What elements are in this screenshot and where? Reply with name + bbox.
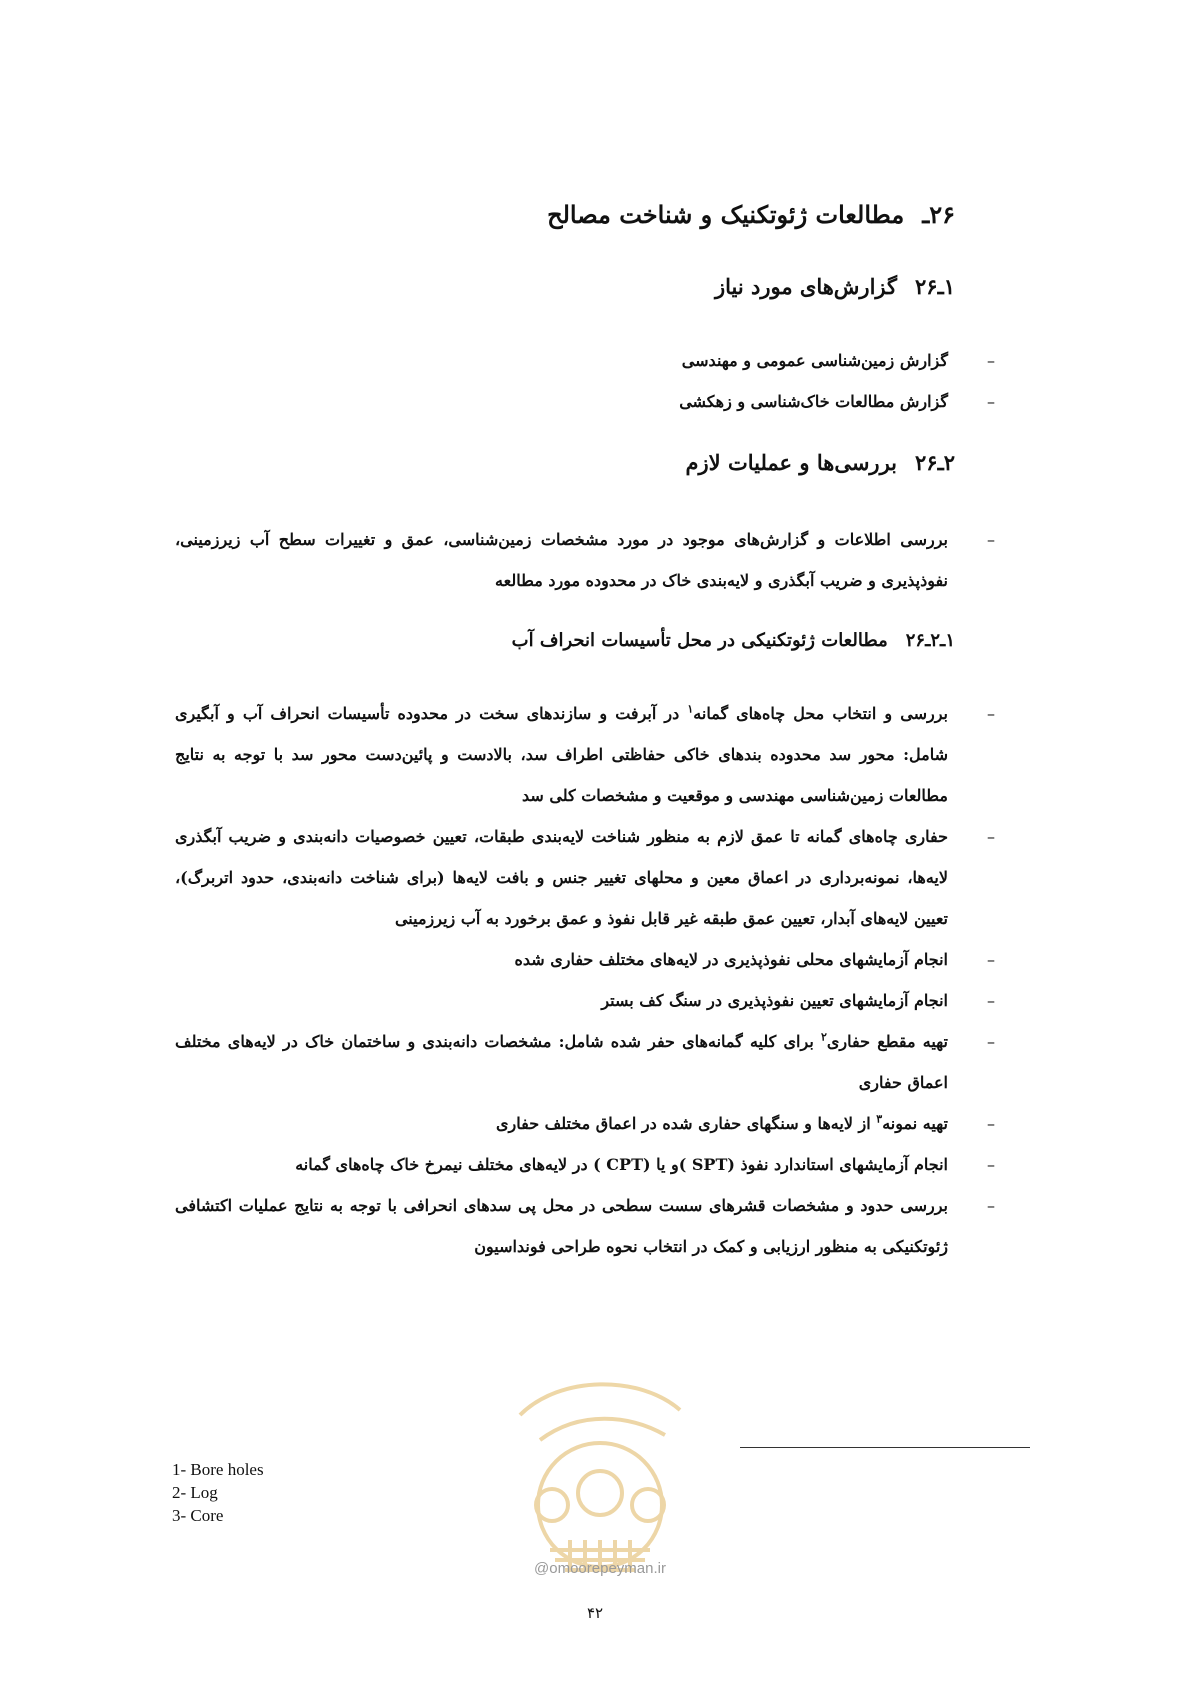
subsubsection-title: مطالعات ژئوتکنیکی در محل تأسیسات انحراف آب	[511, 630, 888, 651]
list-item	[175, 1144, 995, 1185]
investigations-list	[175, 519, 995, 601]
footnote: 3- Core	[172, 1506, 224, 1525]
list-item-text: بررسی حدود و مشخصات قشرهای سست سطحی در محل پی سدهای انحرافی با توجه به نتایج عملیات اکتشافی ژئوتکنیکی به منظور ارزیابی و کمک در انتخاب نحوه طراحی فونداسیون	[175, 1196, 948, 1256]
list-item	[175, 1103, 995, 1144]
list-dash: –	[987, 1032, 995, 1051]
footnote-ref: ۳	[876, 1112, 883, 1126]
subsubsection-heading	[512, 630, 955, 651]
section-title: مطالعات ژئوتکنیک و شناخت مصالح	[547, 200, 905, 229]
page-number: ۴۲	[586, 1604, 604, 1622]
list-dash: –	[987, 351, 995, 370]
watermark-site: @omoorepeyman.ir	[534, 1560, 666, 1577]
list-item	[175, 816, 995, 939]
list-dash: –	[987, 1114, 995, 1133]
list-item-text: انجام آزمایشهای استاندارد نفوذ (SPT )و یا (CPT ) در لایه‌های مختلف نیمرخ خاک چاه‌های گمانه	[295, 1155, 948, 1174]
footnote-ref: ۲	[820, 1030, 827, 1044]
required-reports-list	[175, 340, 995, 422]
footnote: 1- Bore holes	[172, 1460, 264, 1479]
list-item	[175, 1021, 995, 1103]
subsection-title-1: گزارش‌های مورد نیاز	[714, 274, 897, 299]
list-dash: –	[987, 392, 995, 411]
subsubsection-number: ۱ـ۲ـ۲۶	[905, 630, 955, 651]
list-item-text: بررسی و انتخاب محل چاه‌های گمانه	[693, 704, 949, 723]
list-item-text: گزارش زمین‌شناسی عمومی و مهندسی	[681, 351, 948, 370]
section-heading	[547, 200, 955, 229]
list-dash: –	[987, 1196, 995, 1215]
list-item	[175, 381, 995, 422]
footnote-ref: ۱	[687, 702, 694, 716]
list-dash: –	[987, 530, 995, 549]
list-item-text: گزارش مطالعات خاک‌شناسی و زهکشی	[679, 392, 948, 411]
list-item-text: حفاری چاه‌های گمانه تا عمق لازم به منظور شناخت لایه‌بندی طبقات، تعیین خصوصیات دانه‌بندی و ضریب آبگذری لایه‌ها، نمونه‌برداری در اعماق معین و محلهای تغییر جنس و بافت لایه‌ها (برای شناخت دانه‌بندی، حدود اتربرگ)، تعیین لایه‌های آبدار، تعیین عمق طبقه غیر قابل نفوذ و عمق برخورد به آب زیرزمینی	[175, 827, 948, 928]
list-item-text: بررسی اطلاعات و گزارش‌های موجود در مورد مشخصات زمین‌شناسی، عمق و تغییرات سطح آب زیرزمینی، نفوذپذیری و ضریب آبگذری و لایه‌بندی خاک در محدوده مورد مطالعه	[175, 530, 948, 590]
footnotes	[172, 1458, 264, 1527]
subsection-heading-1	[715, 274, 955, 299]
list-item-text: برای کلیه گمانه‌های حفر شده شامل: مشخصات دانه‌بندی و ساختمان خاک در لایه‌های مختلف اعماق حفاری	[175, 1032, 948, 1092]
list-item	[175, 939, 995, 980]
subsection-number-1: ۱ـ۲۶	[915, 274, 955, 299]
list-item	[175, 693, 995, 816]
list-item-text: انجام آزمایشهای تعیین نفوذپذیری در سنگ کف بستر	[601, 991, 948, 1010]
subsection-number-2: ۲ـ۲۶	[915, 450, 955, 475]
list-item-text: انجام آزمایشهای محلی نفوذپذیری در لایه‌های مختلف حفاری شده	[514, 950, 948, 969]
footnote-divider	[740, 1447, 1030, 1448]
list-dash: –	[987, 1155, 995, 1174]
subsection-title-2: بررسی‌ها و عملیات لازم	[685, 450, 897, 475]
list-dash: –	[987, 704, 995, 723]
geotechnical-studies-list	[175, 693, 995, 1267]
section-number: ۲۶ـ	[922, 200, 955, 229]
footnote: 2- Log	[172, 1483, 218, 1502]
list-dash: –	[987, 991, 995, 1010]
list-item-text: از لایه‌ها و سنگهای حفاری شده در اعماق مختلف حفاری	[495, 1114, 877, 1133]
list-item-text: تهیه مقطع حفاری	[826, 1032, 948, 1051]
list-item-text: در آبرفت و سازندهای سخت در محدوده تأسیسات انحراف آب و آبگیری شامل: محور سد محدوده بندهای خاکی حفاظتی اطراف سد، بالادست و پائین‌دست محور سد با توجه به نتایج مطالعات زمین‌شناسی مهندسی و موقعیت و مشخصات کلی سد	[175, 704, 948, 805]
list-dash: –	[987, 827, 995, 846]
list-item	[175, 519, 995, 601]
list-item	[175, 1185, 995, 1267]
list-item-text: تهیه نمونه	[882, 1114, 948, 1133]
list-item	[175, 340, 995, 381]
subsection-heading-2	[686, 450, 955, 475]
list-dash: –	[987, 950, 995, 969]
list-item	[175, 980, 995, 1021]
